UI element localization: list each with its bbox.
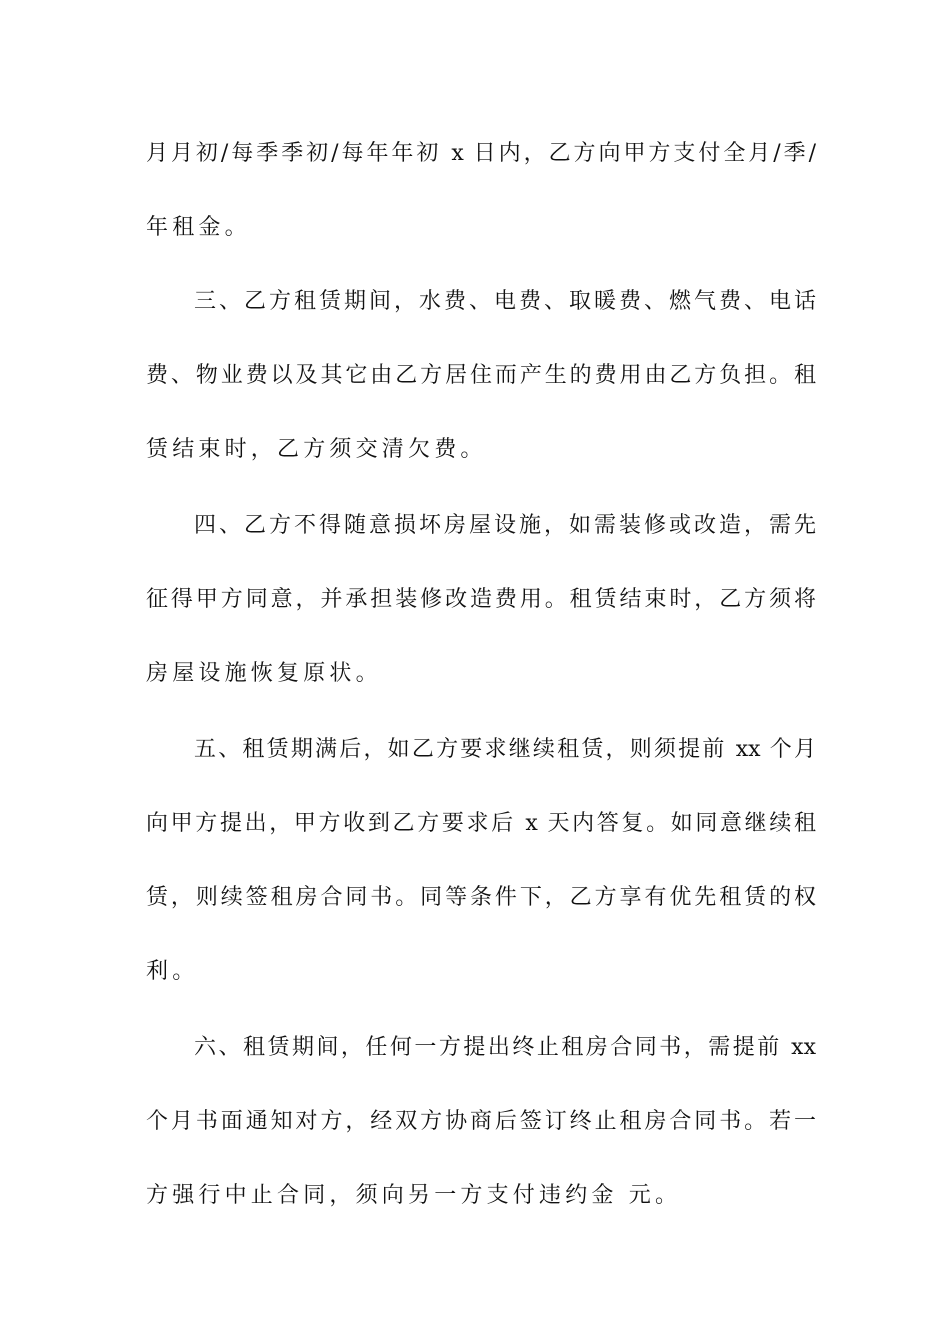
text-line: 利。: [146, 959, 199, 984]
text-line: 年租金。: [146, 215, 251, 240]
paragraph-4-start: 四、乙方不得随意损坏房屋设施，如需装修或改造，需先: [194, 513, 816, 538]
text-line: 费、物业费以及其它由乙方居住而产生的费用由乙方负担。租: [146, 363, 816, 388]
paragraph-3-start: 三、乙方租赁期间，水费、电费、取暖费、燃气费、电话: [194, 289, 816, 314]
paragraph-6-start: 六、租赁期间，任何一方提出终止租房合同书，需提前 xx: [194, 1035, 816, 1060]
text-line: 个月书面通知对方，经双方协商后签订终止租房合同书。若一: [146, 1109, 816, 1134]
text-line: 赁结束时，乙方须交清欠费。: [146, 437, 487, 462]
text-line: 征得甲方同意，并承担装修改造费用。租赁结束时，乙方须将: [146, 587, 816, 612]
text-line: 赁，则续签租房合同书。同等条件下，乙方享有优先租赁的权: [146, 885, 816, 910]
text-line: 向甲方提出，甲方收到乙方要求后 x 天内答复。如同意继续租: [146, 811, 816, 836]
text-line: 方强行中止合同，须向另一方支付违约金 元。: [146, 1183, 682, 1208]
text-line: 月月初/每季季初/每年年初 x 日内，乙方向甲方支付全月/季/: [146, 141, 816, 166]
paragraph-5-start: 五、租赁期满后，如乙方要求继续租赁，则须提前 xx 个月: [194, 737, 816, 762]
text-line: 房屋设施恢复原状。: [146, 661, 382, 686]
